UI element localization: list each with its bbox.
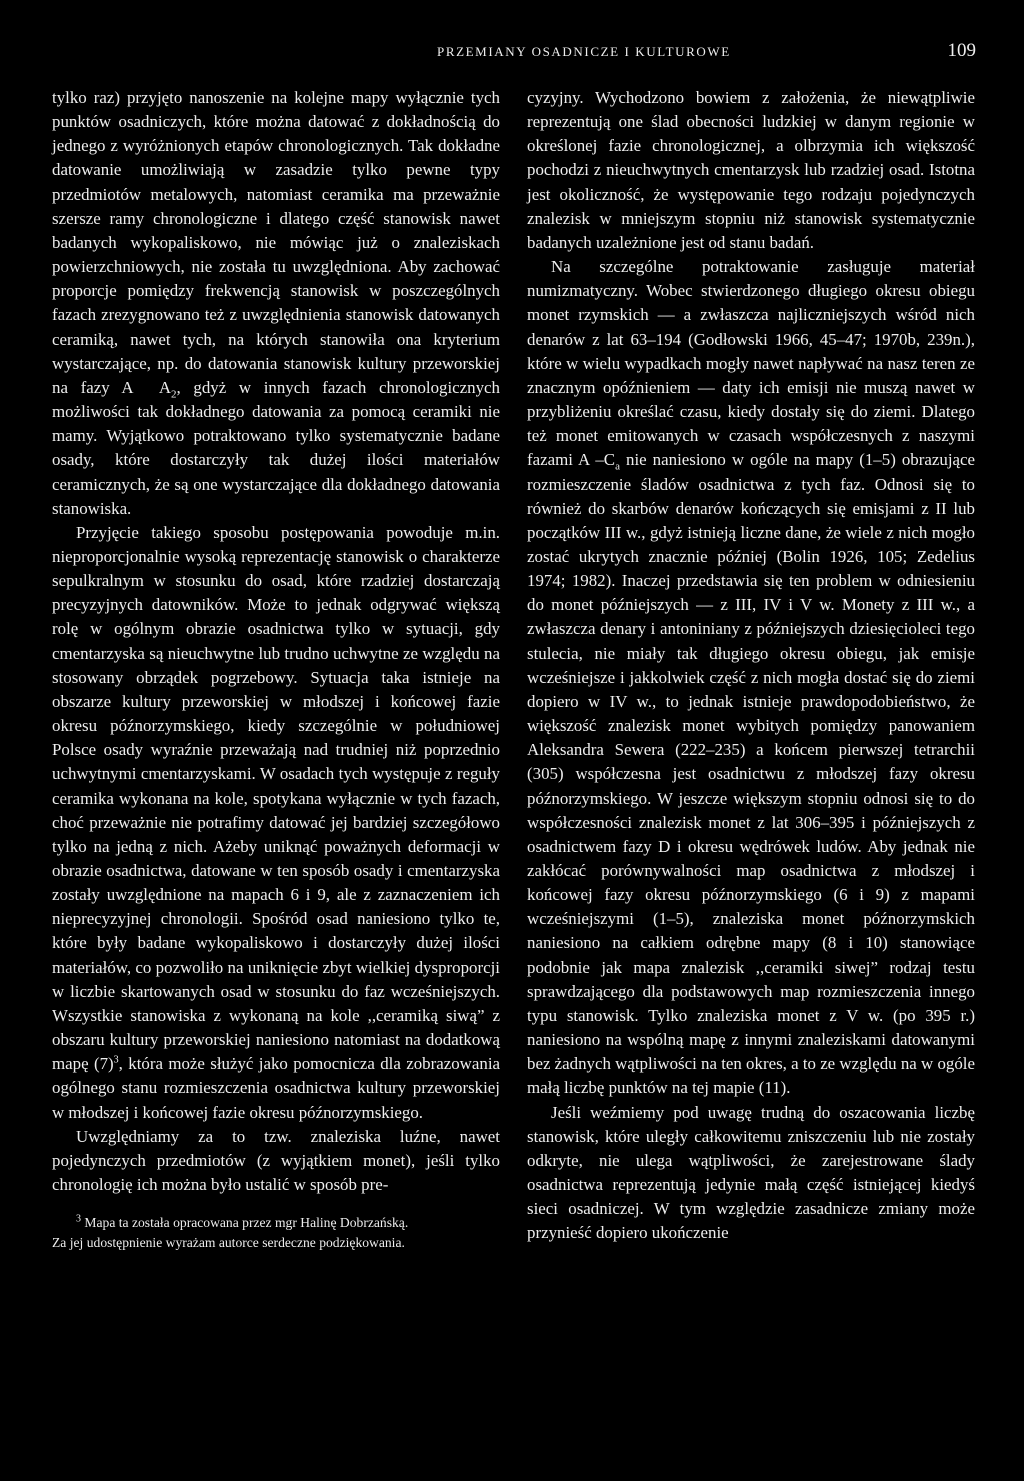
right-column (527, 86, 975, 1246)
footnote-line-1 (52, 1213, 500, 1233)
left-column (52, 86, 500, 1253)
running-title: PRZEMIANY OSADNICZE I KULTUROWE (437, 44, 731, 59)
paragraph-5 (527, 255, 975, 1100)
phase-a2-subscript: 2 (171, 388, 177, 401)
footnote-line-2: Za jej udostępnienie wyrażam autorce serdeczne podziękowania. (52, 1235, 405, 1251)
phase-a2: A (158, 377, 172, 397)
paragraph-3: Uwzględniamy za to tzw. znaleziska luźne, nawet pojedynczych przedmiotów (z wyjątkiem monet), jeśli tylko chronologię ich można było ustalić w sposób pre- (52, 1126, 500, 1195)
paragraph-4: cyzyjny. Wychodzono bowiem z założenia, że niewątpliwie reprezentują one ślad obecności ludzkiej w danym regionie w określonej fazie chronologicznej, a olbrzymia ich większość pochodzi z nieuchwytnych cmentarzysk lub rzadziej osad. Istotna jest okoliczność, że występowanie tego rodzaju pojedynczych znalezisk w mniejszym stopniu niż stanowisk systematycznie badanych uzależnione jest od stanu badań. (527, 88, 975, 252)
phase-subscript: a (615, 460, 620, 473)
paragraph-5-rest: nie naniesiono w ogóle na mapy (1–5) obrazujące rozmieszczenie śladów osadnictwa z tych faz. Odnosi się to również do skarbów denarów kończących się emisjami z II lub początków III w., gdyż istnieją liczne dane, że wiele z nich mogło zostać ukrytych znacznie później (Bolin 1926, 105; Zedelius 1974; 1982). Inaczej przedstawia się ten problem w odniesieniu do monet późniejszych — z III, IV i V w. Monety z III w., a zwłaszcza denary i antoniniany z późniejszych dziesięcioleci tego stulecia, nie miały tak długiego okresu obiegu, jak emisje wcześniejsze i jakkolwiek część z nich mogła dostać się do ziemi dopiero w IV w., to jednak istnieje prawdopodobieństwo, że większość znalezisk monet wybitych pomiędzy panowaniem Aleksandra Sewera (222–235) a końcem pierwszej tetrarchii (305) współczesna jest osadnictwu z młodszej fazy okresu późnorzymskiego. W jeszcze większym stopniu odnosi się to do współczesności znalezisk monet z lat 306–395 i późniejszych z osadnictwem fazy D i okresu wędrówek ludów. Aby jednak nie zakłócać porównywalności map osadnictwa z młodszej i końcowej fazy okresu późnorzymskiego (6 i 9) z mapami wcześniejszymi (1–5), znaleziska monet późnorzymskich naniesiono na całkiem odrębne mapy (8 i 10) stanowiące podobnie jak mapa znalezisk ,,ceramiki siwej” rodzaj testu sprawdzającego dla podstawowych map rozmieszczenia innego typu stanowisk. Tylko znaleziska monet z V w. (po 395 r.) naniesiono na wspólną mapę z innymi znaleziskami datowanymi bez żadnych wątpliwości na ten okres, a to ze względu na w ogóle małą liczbę punktów na tej mapie (11). (527, 450, 976, 1098)
footnote-mark: 3 (76, 1213, 81, 1225)
paragraph-1-rest: , gdyż w innych fazach chronologicznych możliwości tak dokładnego datowania za pomocą ceramiki nie mamy. Wyjątkowo potraktowano tylko systematycznie badane osady, które dostarczyły tak dużej ilości materiałów ceramicznych, że są one wystarczające dla dokładnego datowania stanowiska. (52, 377, 500, 518)
page-number: 109 (947, 40, 976, 61)
footnote (52, 1213, 500, 1253)
paragraph-6: Jeśli weźmiemy pod uwagę trudną do oszacowania liczbę stanowisk, które uległy całkowitemu zniszczeniu lub nie zostały odkryte, nie ulega wątpliwości, że zarejestrowane ślady osadnictwa reprezentują jedynie małą część istniejącej kiedyś sieci osadniczej. W tym względzie zasadnicze zmiany może przynieść dopiero ukończenie (527, 1102, 975, 1243)
paragraph-2-rest: , która może służyć jako pomocnicza dla zobrazowania ogólnego stanu rozmieszczenia osadnictwa kultury przeworskiej w młodszej i końcowej fazie okresu późnorzymskiego. (52, 1054, 501, 1122)
page-header (52, 38, 976, 68)
paragraph-1 (52, 86, 500, 521)
paragraph-1-text: tylko raz) przyjęto nanoszenie na kolejne mapy wyłącznie tych punktów osadniczych, które można datować z dokładnością do jednego z wyróżnionych etapów chronologicznych. Tak dokładne datowanie umożliwiają w zasadzie tylko pewne typy przedmiotów metalowych, natomiast ceramika ma przeważnie szersze ramy chronologiczne i dlatego część stanowisk nawet badanych wykopaliskowo, nie mówiąc już o znaleziskach powierzchniowych, nie została tu uwzględniona. Aby zachować proporcje pomiędzy frekwencją stanowisk w poszczególnych fazach zrezygnowano też z uwzględnienia stanowisk datowanych ceramiką, nawet tych, na których stanowiła ona kryterium wystarczające, np. do datowania stanowisk kultury przeworskiej na fazy A (52, 88, 500, 397)
footnote-text-1: Mapa ta została opracowana przez mgr Halinę Dobrzańską. (81, 1215, 409, 1231)
paragraph-2 (52, 521, 500, 1125)
paragraph-2-text: Przyjęcie takiego sposobu postępowania powoduje m.in. nieproporcjonalnie wysoką reprezentację stanowisk o charakterze sepulkralnym w stosunku do osad, które rzadziej dostarczają precyzyjnych datowników. Może to jednak odgrywać większą rolę w ogólnym obrazie osadnictwa tylko w sytuacji, gdy cmentarzyska są nieuchwytne lub trudno uchwytne ze względu na stosowany obrządek pogrzebowy. Sytuacja taka istnieje na obszarze kultury przeworskiej w młodszej i końcowej fazie okresu późnorzymskiego, kiedy szczególnie w południowej Polsce osady wyraźnie przeważają nad trudniej niż poprzednio uchwytnymi cmentarzyskami. W osadach tych występuje z reguły ceramika wykonana na kole, spotykana wyłącznie w tych fazach, choć przeważnie nie potrafimy datować jej bardziej szczegółowo tylko na jedną z nich. Ażeby uniknąć poważnych deformacji w obrazie osadnictwa, datowane w ten sposób osady i cmentarzyska zostały uwzględnione na mapach 6 i 9, ale z zaznaczeniem ich nieprecyzyjnej chronologii. Spośród osad naniesiono tylko te, które były badane wykopaliskowo i dostarczyły dużej ilości materiałów, co pozwoliło na uniknięcie zbyt wielkiej dysproporcji w liczbie skartowanych osad w stosunku do faz wcześniejszych. Wszystkie stanowiska z wykonaną na kole ,,ceramiką siwą” z obszaru kultury przeworskiej naniesiono natomiast na dodatkową mapę (7) (52, 522, 500, 1074)
footnote-ref: 3 (113, 1054, 119, 1066)
paragraph-5-text: Na szczególne potraktowanie zasługuje materiał numizmatyczny. Wobec stwierdzonego długiego okresu obiegu monet rzymskich — a zwłaszcza najliczniejszych wśród nich denarów z lat 63–194 (Godłowski 1966, 45–47; 1970b, 239n.), które w wielu wypadkach mogły nawet napływać na nasz teren ze znacznym opóźnieniem — daty ich emisji nie muszą nawet w przybliżeniu określać czasu, kiedy dostały się do ziemi. Dlatego też monet emitowanych w czasach współczesnych z naszymi fazami A –C (527, 257, 975, 470)
